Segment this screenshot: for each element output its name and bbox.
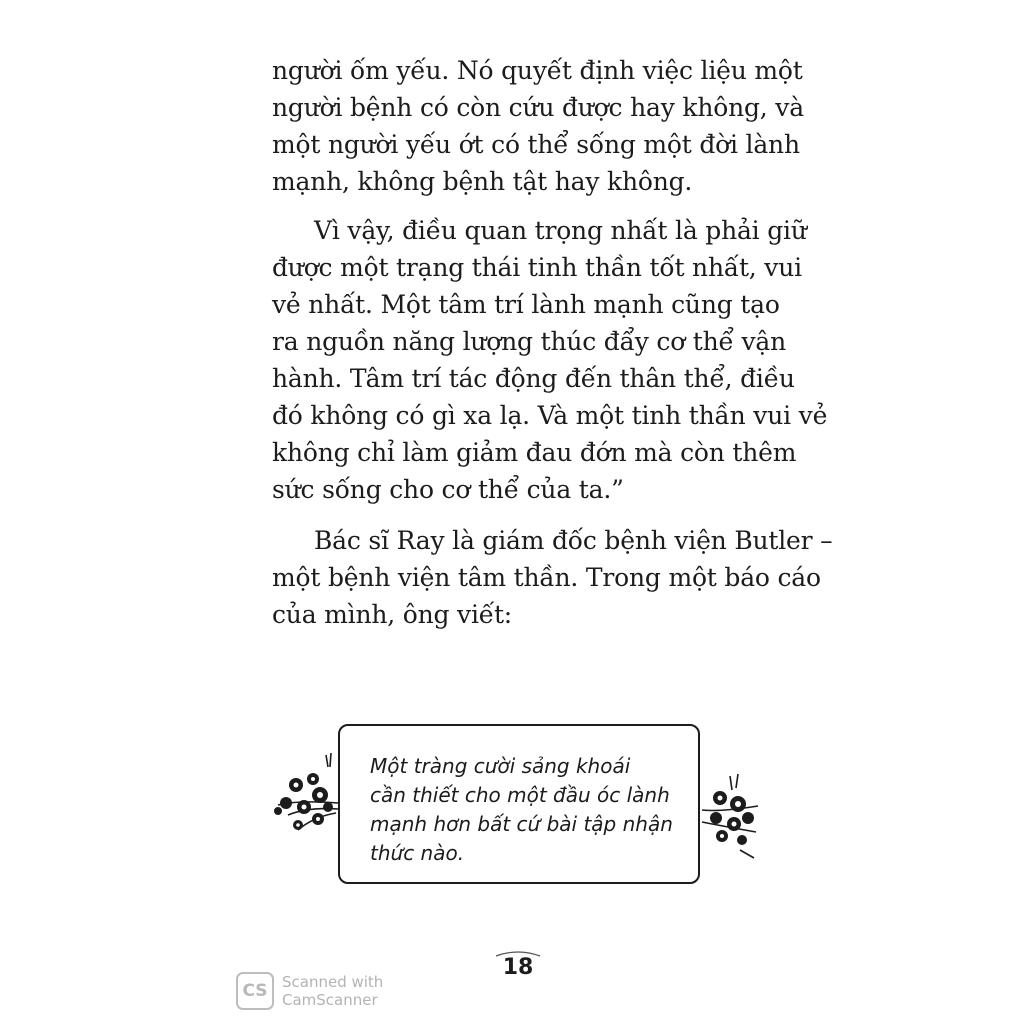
camscanner-watermark (236, 972, 383, 1010)
text-line: được một trạng thái tinh thần tốt nhất, vui (272, 253, 802, 282)
watermark-line: Scanned with (282, 973, 384, 991)
watermark-text (282, 973, 383, 1009)
quote-box (338, 724, 700, 884)
quote-text (370, 752, 680, 868)
watermark-line: CamScanner (282, 991, 378, 1009)
quote-line: cần thiết cho một đầu óc lành (370, 783, 670, 807)
text-line: ra nguồn năng lượng thúc đẩy cơ thể vận (272, 327, 787, 356)
text-line: người bệnh có còn cứu được hay không, và (272, 93, 804, 122)
paragraph-2 (272, 212, 828, 508)
paragraph-1 (272, 52, 804, 200)
text-line: hành. Tâm trí tác động đến thân thể, điều (272, 364, 795, 393)
paragraph-3 (272, 522, 833, 633)
text-line: không chỉ làm giảm đau đớn mà còn thêm (272, 438, 797, 467)
quote-line: thức nào. (370, 841, 465, 865)
flower-bouquet-icon (268, 745, 340, 845)
text-line: người ốm yếu. Nó quyết định việc liệu một (272, 56, 803, 85)
page-number-text: 18 (502, 955, 534, 980)
quote-line: mạnh hơn bất cứ bài tập nhận (370, 812, 673, 836)
camscanner-logo-icon: CS (236, 972, 274, 1010)
text-line: vẻ nhất. Một tâm trí lành mạnh cũng tạo (272, 290, 780, 319)
quote-line: Một tràng cười sảng khoái (370, 754, 631, 778)
page-number (490, 950, 546, 986)
text-line: mạnh, không bệnh tật hay không. (272, 167, 693, 196)
text-line: một bệnh viện tâm thần. Trong một báo cáo (272, 563, 821, 592)
text-line: Bác sĩ Ray là giám đốc bệnh viện Butler – (314, 526, 833, 555)
flower-bouquet-icon (700, 770, 762, 860)
text-line: sức sống cho cơ thể của ta.” (272, 475, 624, 504)
text-line: Vì vậy, điều quan trọng nhất là phải giữ (314, 216, 807, 245)
text-line: một người yếu ớt có thể sống một đời lành (272, 130, 800, 159)
text-line: đó không có gì xa lạ. Và một tinh thần vui vẻ (272, 401, 828, 430)
text-line: của mình, ông viết: (272, 600, 513, 629)
